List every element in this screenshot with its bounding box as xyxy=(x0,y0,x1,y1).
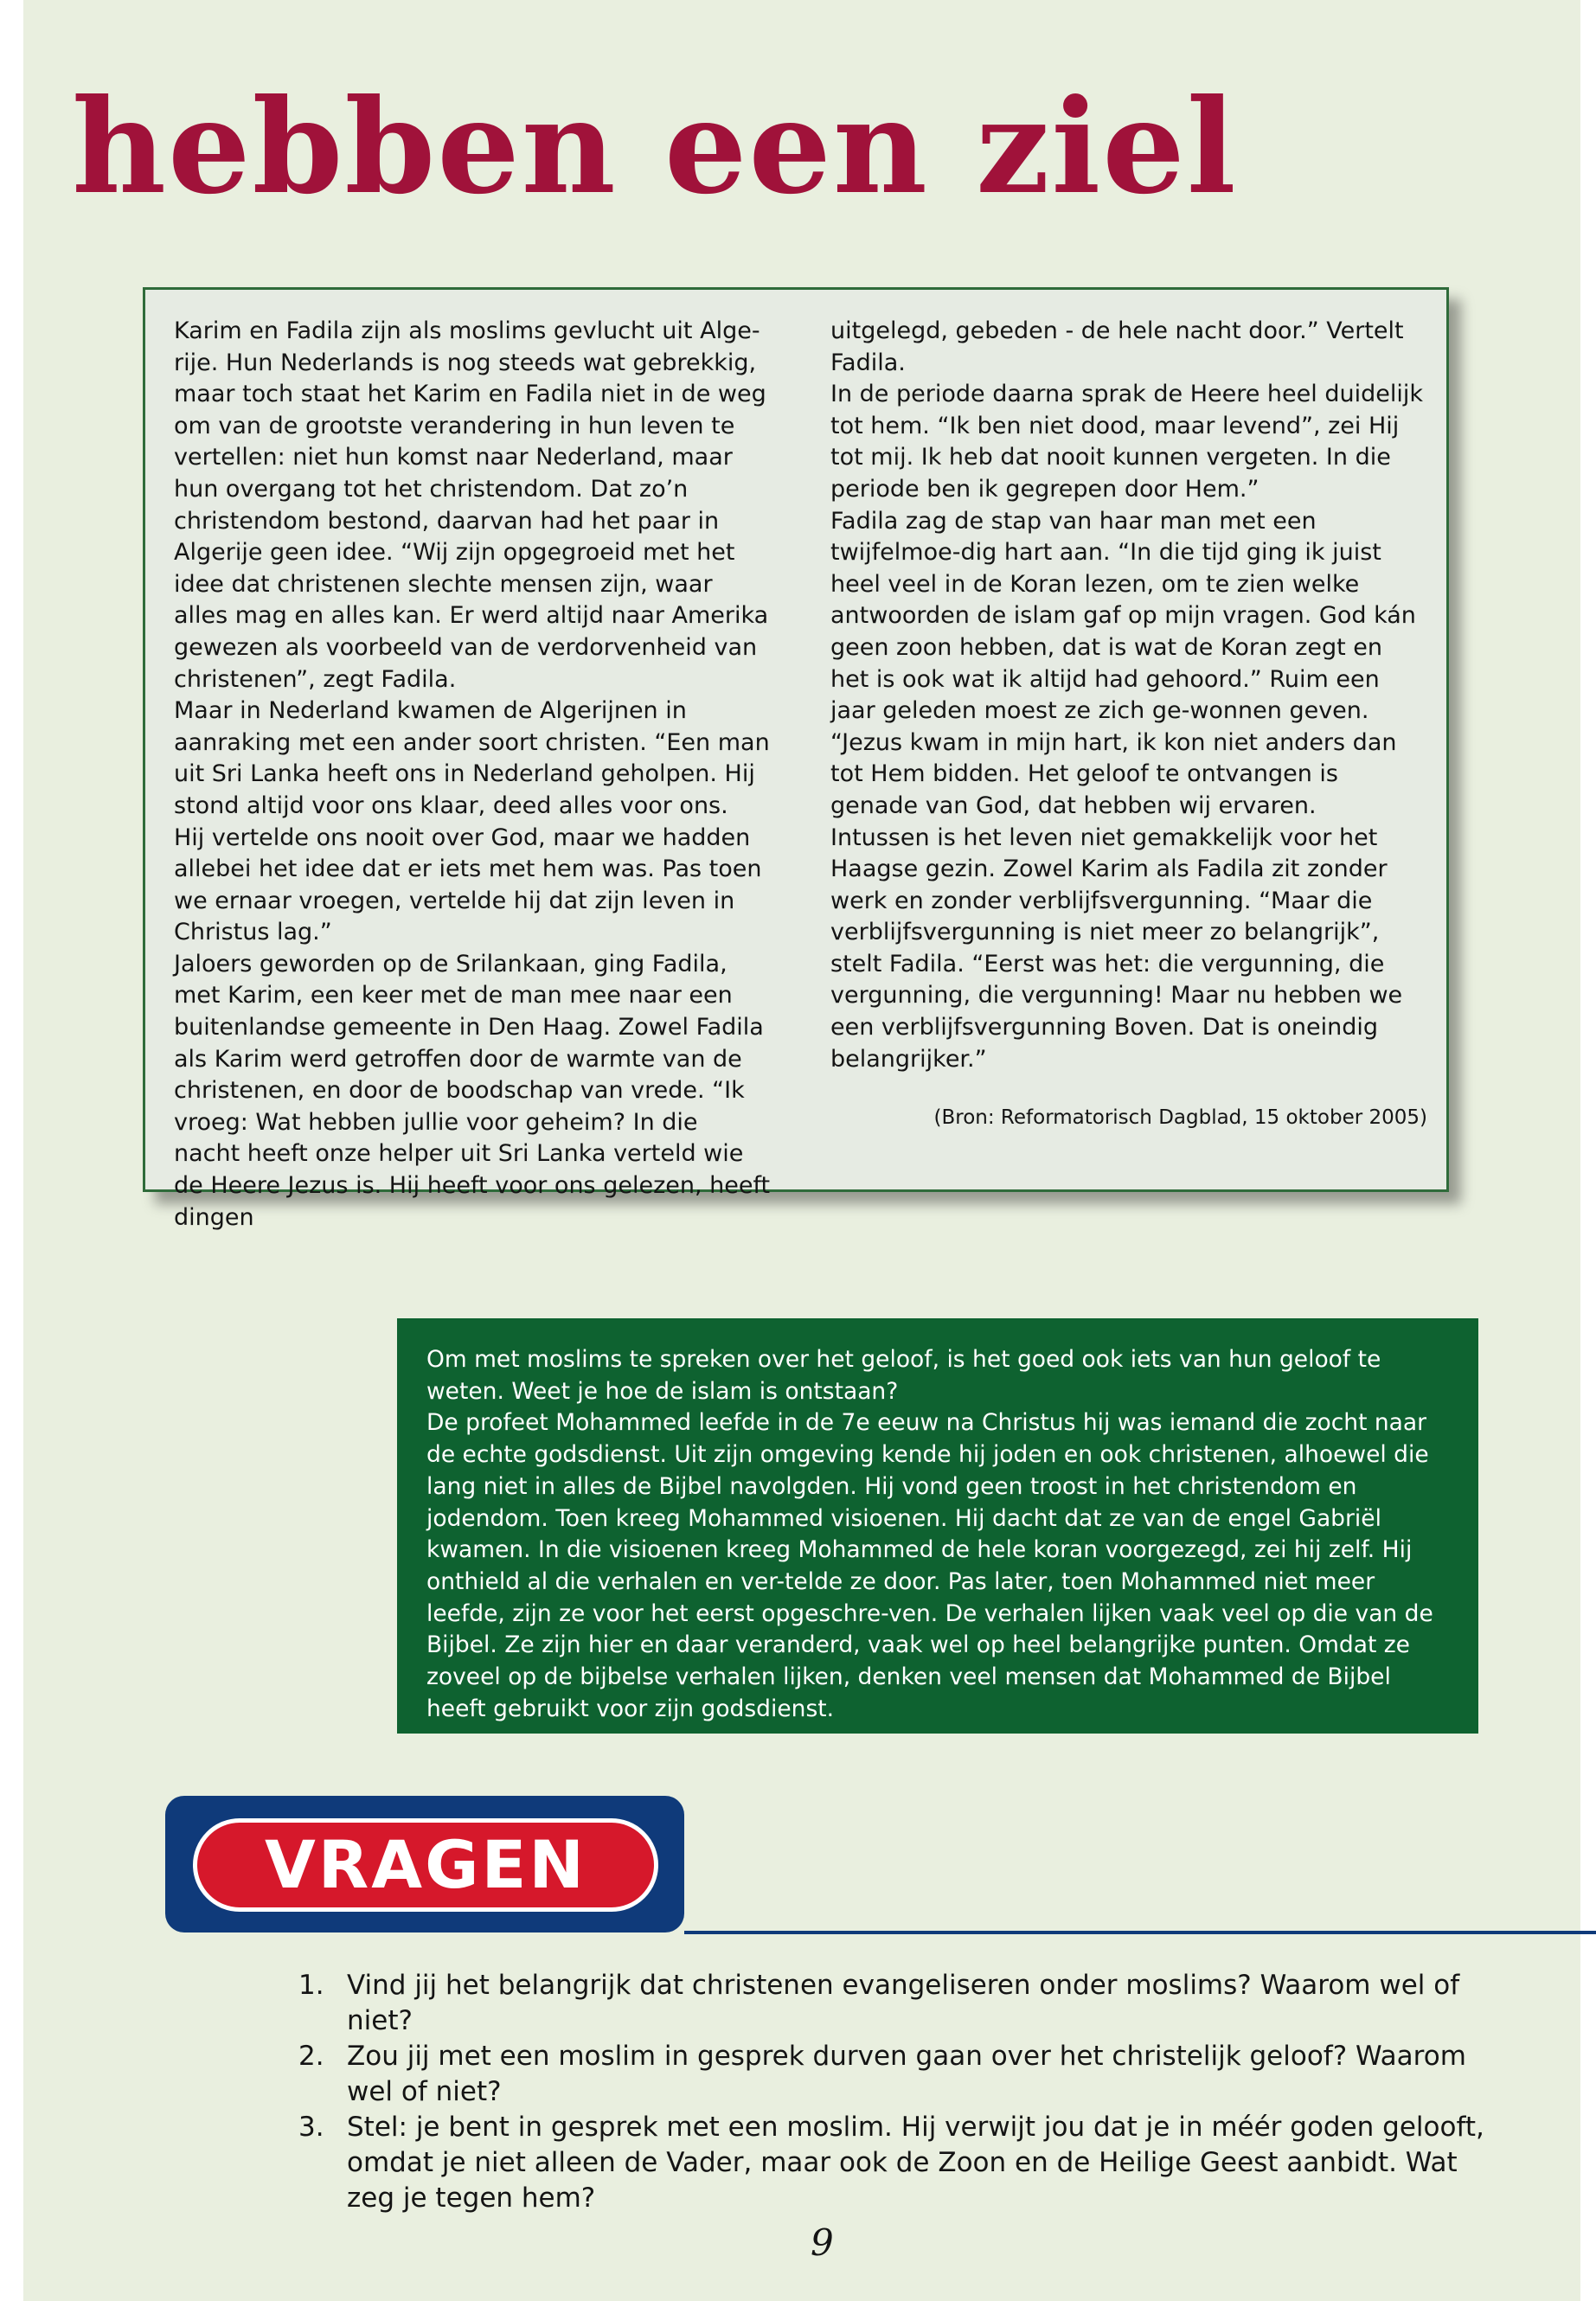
story-paragraph: uitgelegd, gebeden - de hele nacht door.” Vertelt Fadila. xyxy=(830,317,1404,376)
question-text: Stel: je bent in gesprek met een moslim. Hij verwijt jou dat je in méér goden gelooft, omdat je niet alleen de Vader, maar ook de Zoon en de Heilige Geest aanbidt. Wat zeg je tegen hem? xyxy=(347,2112,1484,2214)
question-text: Zou jij met een moslim in gesprek durven gaan over het christelijk geloof? Waarom wel of niet? xyxy=(347,2041,1466,2107)
page-number: 9 xyxy=(811,2221,834,2264)
page xyxy=(23,0,1580,2301)
vragen-pill xyxy=(193,1818,658,1912)
info-paragraph: De profeet Mohammed leefde in de 7e eeuw na Christus hij was iemand die zocht naar de echte godsdienst. Uit zijn omgeving kende hij joden en ook christenen, alhoewel die lang niet in alles de Bijbel navolgden. Hij vond geen troost in het christendom en jodendom. Toen kreeg Mohammed visioenen. Hij dacht dat ze van de engel Gabriël kwamen. In die visioenen kreeg Mohammed de hele koran voorgezegd, zei hij zelf. Hij onthield al die verhalen en ver-telde ze door. Pas later, toen Mohammed niet meer leefde, zijn ze voor het eerst opgeschre-ven. De verhalen lijken vaak veel op die van de Bijbel. Ze zijn hier en daar veranderd, vaak wel op heel belangrijke punten. Omdat ze zoveel op de bijbelse verhalen lijken, denken veel mensen dat Mohammed de Bijbel heeft gebruikt voor zijn godsdienst. xyxy=(426,1409,1433,1722)
page-title: hebben een ziel xyxy=(72,71,1238,223)
question-number: 1. xyxy=(298,1970,324,2001)
story-right-column xyxy=(830,316,1427,1131)
info-paragraph: Om met moslims te spreken over het geloof, is het goed ook iets van hun geloof te weten. Weet je hoe de islam is ontstaan? xyxy=(426,1346,1381,1405)
question-item xyxy=(298,1968,1501,2039)
story-paragraph: Maar in Nederland kwamen de Algerijnen in aanraking met een ander soort christen. “Een man uit Sri Lanka heeft ons in Nederland geholpen. Hij stond altijd voor ons klaar, deed alles voor ons. xyxy=(174,697,770,819)
question-text: Vind jij het belangrijk dat christenen evangeliseren onder moslims? Waarom wel of niet? xyxy=(347,1970,1460,2036)
story-box xyxy=(143,287,1449,1231)
question-number: 3. xyxy=(298,2112,324,2143)
story-left-column xyxy=(174,316,771,1234)
story-paragraph: Jaloers geworden op de Srilankaan, ging Fadila, met Karim, een keer met de man mee naar een buitenlandse gemeente in Den Haag. Zowel Fadila als Karim werd getroffen door de warmte van de christenen, en door de boodschap van vrede. “Ik vroeg: Wat hebben jullie voor geheim? In die nacht heeft onze helper uit Sri Lanka verteld wie de Heere Jezus is. Hij heeft voor ons gelezen, heeft dingen xyxy=(174,950,771,1231)
story-paragraph: Fadila zag de stap van haar man met een twijfelmoe-dig hart aan. “In die tijd ging ik juist heel veel in de Koran lezen, om te zien welke antwoorden de islam gaf op mijn vragen. God kán geen zoon hebben, dat is wat de Koran zegt en het is ook wat ik altijd had gehoord.” Ruim een jaar geleden moest ze zich ge-wonnen geven. “Jezus kwam in mijn hart, ik kon niet anders dan tot Hem bidden. Het geloof te ontvangen is genade van God, dat hebben wij ervaren. xyxy=(830,507,1416,819)
story-paragraph: Intussen is het leven niet gemakkelijk voor het Haagse gezin. Zowel Karim als Fadila zit zonder werk en zonder verblijfsvergunning. “Maar die verblijfsvergunning is niet meer zo belangrijk”, stelt Fadila. “Eerst was het: die vergunning, die vergunning, die vergunning! Maar nu hebben we een verblijfsvergunning Boven. Dat is oneindig belangrijker.” xyxy=(830,824,1403,1073)
section-divider xyxy=(684,1931,1596,1934)
question-number: 2. xyxy=(298,2041,324,2072)
info-box xyxy=(397,1318,1478,1734)
vragen-badge xyxy=(165,1796,684,1932)
source-citation: (Bron: Reformatorisch Dagblad, 15 oktober 2005) xyxy=(933,1106,1427,1130)
story-paragraph: Hij vertelde ons nooit over God, maar we hadden allebei het idee dat er iets met hem was. Pas toen we ernaar vroegen, vertelde hij dat zijn leven in Christus lag.” xyxy=(174,824,762,946)
questions-list xyxy=(298,1968,1501,2216)
question-item xyxy=(298,2039,1501,2110)
vragen-heading: VRAGEN xyxy=(264,1826,587,1903)
story-paragraph: In de periode daarna sprak de Heere heel duidelijk tot hem. “Ik ben niet dood, maar levend”, zei Hij tot mij. Ik heb dat nooit kunnen vergeten. In die periode ben ik gegrepen door Hem.” xyxy=(830,381,1423,503)
story-paragraph: Karim en Fadila zijn als moslims gevlucht uit Alge-rije. Hun Nederlands is nog steeds wat gebrekkig, maar toch staat het Karim en Fadila niet in de weg om van de grootste verandering in hun leven te vertellen: niet hun komst naar Nederland, maar hun overgang tot het christendom. Dat zo’n christendom bestond, daarvan had het paar in Algerije geen idee. “Wij zijn opgegroeid met het idee dat christenen slechte mensen zijn, waar alles mag en alles kan. Er werd altijd naar Amerika gewezen als voorbeeld van de verdorvenheid van christenen”, zegt Fadila. xyxy=(174,317,769,693)
question-item xyxy=(298,2110,1501,2216)
